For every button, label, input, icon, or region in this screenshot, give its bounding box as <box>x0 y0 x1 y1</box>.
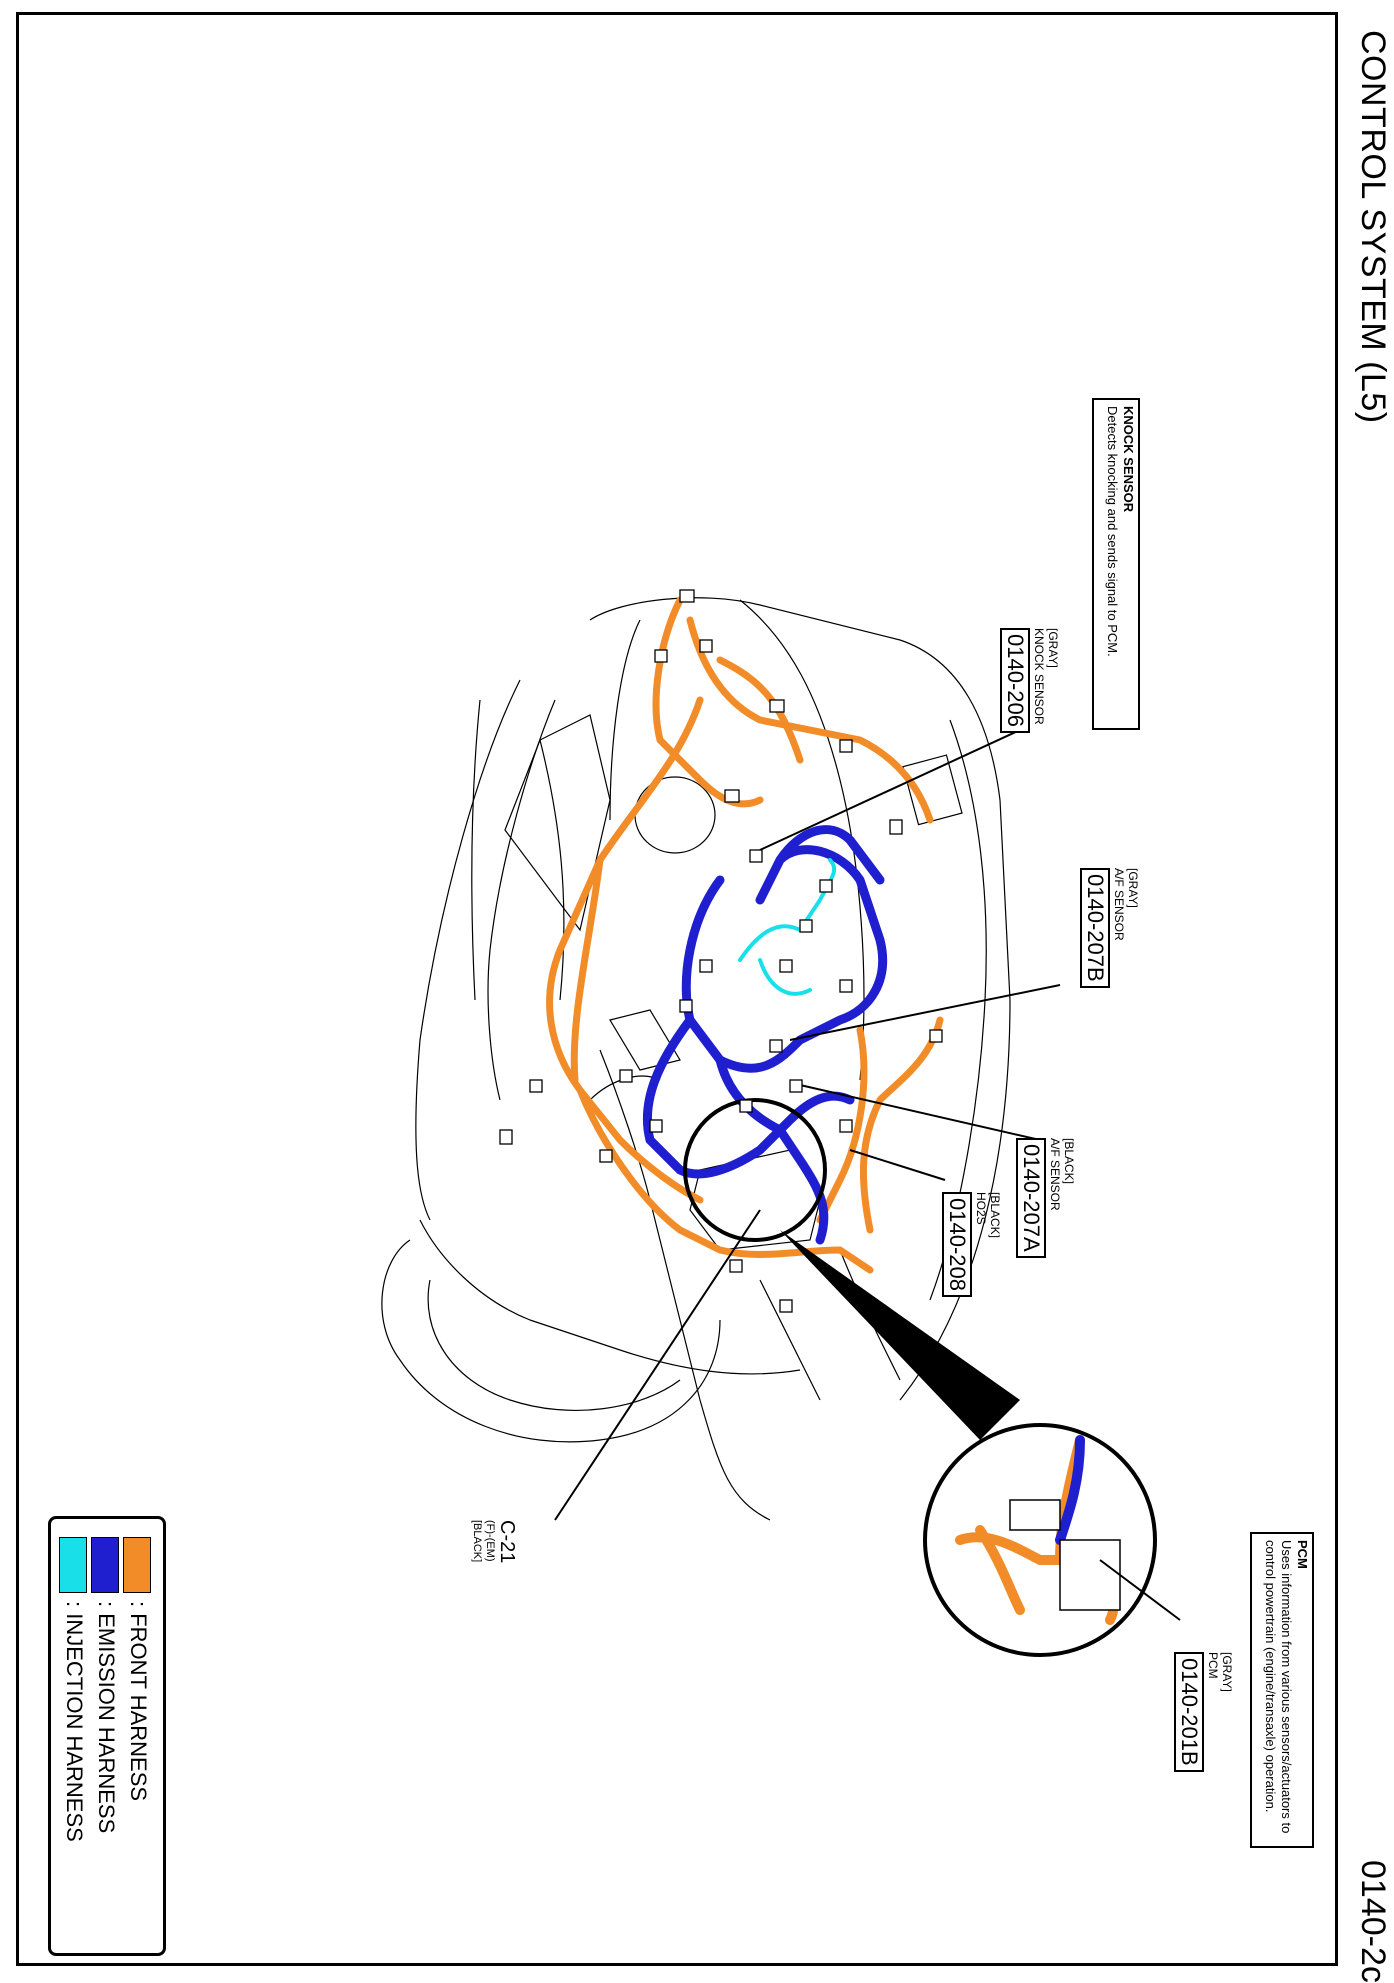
pcm-tag-color: [GRAY] <box>1220 1652 1234 1692</box>
harness-legend <box>48 1516 166 1956</box>
joint-connector-harness: (F)-(EM) <box>484 1520 496 1562</box>
vehicle-outline <box>382 598 1010 1520</box>
ho2s-tag-name: HO2S <box>974 1192 988 1225</box>
connector-tag-af-sensor-b <box>1080 868 1140 988</box>
af-sensor-a-tag-color: [BLACK] <box>1062 1138 1076 1185</box>
joint-connector-c21 <box>470 1520 518 1563</box>
af-sensor-b-tag-code: 0140-207B <box>1080 868 1110 988</box>
emission-harness-swatch <box>91 1537 119 1593</box>
pcm-description-line2: control powertrain (engine/transaxle) operation. <box>1263 1540 1278 1813</box>
connector-tag-af-sensor-a <box>1016 1138 1076 1258</box>
legend-front-harness <box>123 1529 149 1949</box>
pcm-heading: PCM <box>1295 1540 1310 1569</box>
front-harness-label: : FRONT HARNESS <box>126 1601 151 1802</box>
pcm-tag-code: 0140-201B <box>1174 1652 1204 1772</box>
joint-connector-color: [BLACK] <box>471 1520 483 1563</box>
front-harness-swatch <box>123 1537 151 1593</box>
emission-harness-label: : EMISSION HARNESS <box>94 1601 119 1834</box>
knock-sensor-tag-color: [GRAY] <box>1046 628 1060 668</box>
af-sensor-a-tag-name: A/F SENSOR <box>1048 1138 1062 1211</box>
page-title: CONTROL SYSTEM (L5) <box>1354 30 1392 424</box>
knock-sensor-callout <box>1092 398 1140 730</box>
pcm-zoom-emission <box>1060 1440 1080 1540</box>
injection-harness-label: : INJECTION HARNESS <box>62 1601 87 1842</box>
legend-injection-harness <box>59 1529 85 1949</box>
knock-sensor-tag-code: 0140-206 <box>1000 628 1030 733</box>
ho2s-tag-color: [BLACK] <box>988 1192 1002 1239</box>
af-sensor-a-tag-code: 0140-207A <box>1016 1138 1046 1258</box>
injection-harness-swatch <box>59 1537 87 1593</box>
page-number: 0140-2c <box>1354 1860 1392 1983</box>
emission-harness <box>647 830 882 1240</box>
connector-blocks <box>500 590 942 1312</box>
pcm-tag-name: PCM <box>1206 1652 1220 1679</box>
af-sensor-b-tag-color: [GRAY] <box>1126 868 1140 908</box>
knock-sensor-tag-name: KNOCK SENSOR <box>1032 628 1046 725</box>
legend-emission-harness <box>91 1529 117 1949</box>
connector-tag-knock-sensor <box>1000 628 1060 733</box>
harness-routing <box>550 600 1114 1620</box>
pcm-callout <box>1250 1532 1314 1848</box>
ho2s-tag-code: 0140-208 <box>942 1192 972 1297</box>
af-sensor-b-tag-name: A/F SENSOR <box>1112 868 1126 941</box>
connector-tag-ho2s <box>942 1192 1002 1297</box>
connector-tag-pcm <box>1174 1652 1234 1772</box>
joint-connector-id: C-21 <box>496 1520 518 1564</box>
pcm-description-line1: Uses information from various sensors/actuators to <box>1279 1540 1294 1834</box>
knock-sensor-heading: KNOCK SENSOR <box>1121 406 1136 513</box>
knock-sensor-description: Detects knocking and sends signal to PCM. <box>1105 406 1120 657</box>
